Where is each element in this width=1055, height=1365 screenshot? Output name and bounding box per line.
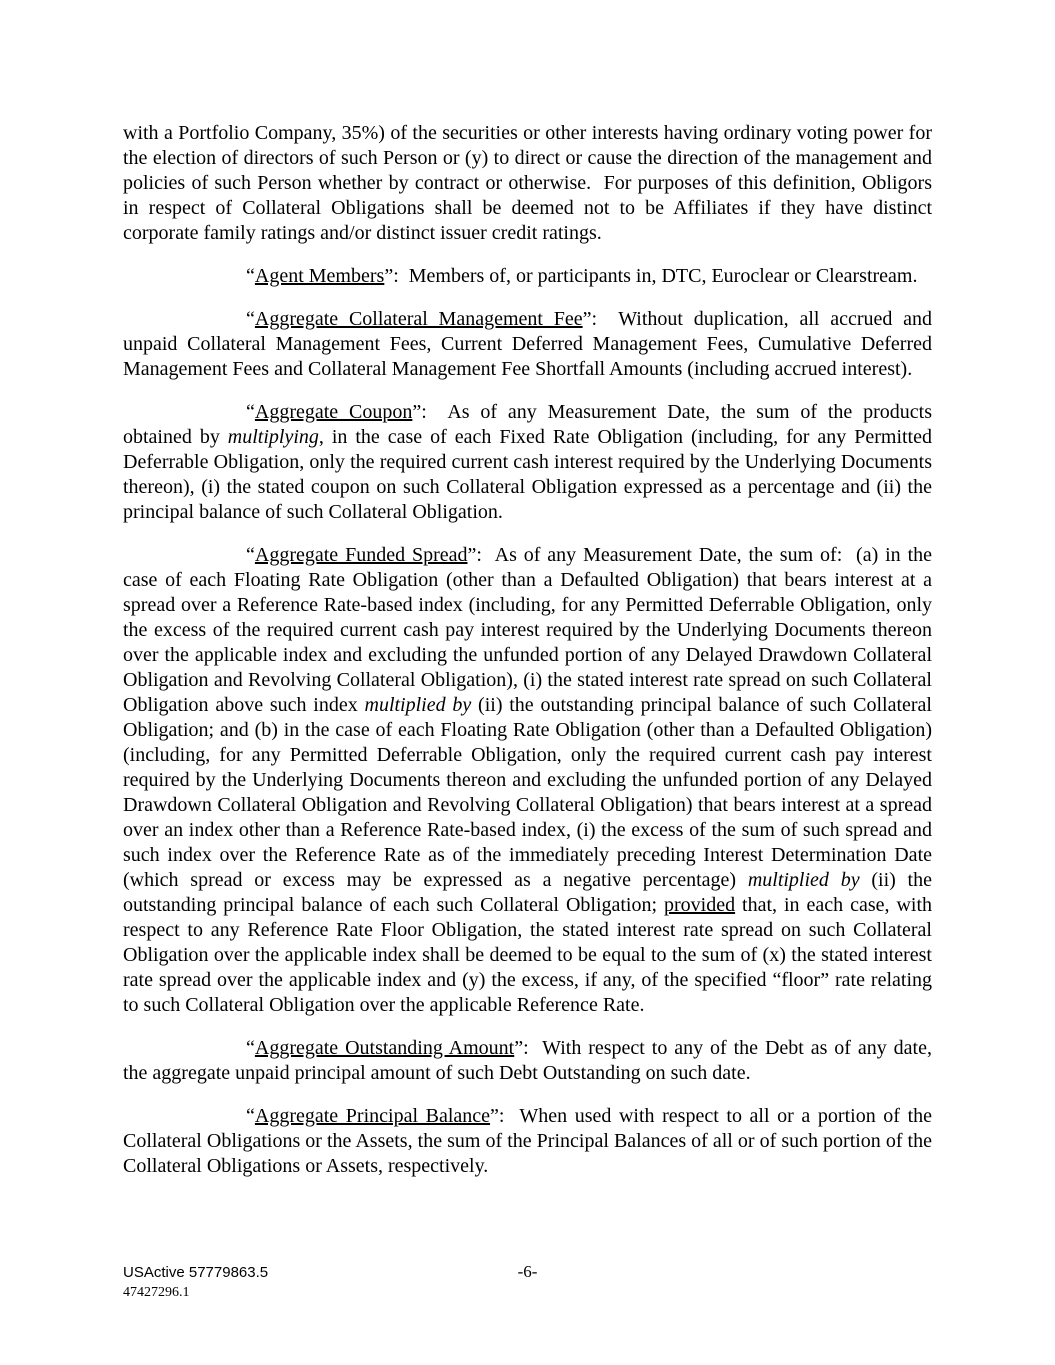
underlined-text: Aggregate Coupon — [254, 401, 413, 423]
text-run: ”: As of any Measurement Date, the sum of the products obtained by — [123, 401, 932, 448]
page-number: -6- — [517, 1262, 538, 1281]
paragraph — [123, 264, 932, 289]
text-run: ”: As of any Measurement Date, the sum of: (a) in the case of each Floating Rate Obligation (other than a Defaulted Obligation) that bears interest at a spread over a Reference Rate-based index (including, for any Permitted Deferrable Obligation, only the excess of the required current cash pay interest required by the Underlying Documents thereon over the applicable index and excluding the unfunded portion of any Delayed Drawdown Collateral Obligation and Revolving Collateral Obligation), (i) the stated interest rate spread on such Collateral Obligation above such index — [123, 544, 933, 716]
paragraph — [123, 543, 932, 1018]
underlined-text: Agent Members — [254, 265, 385, 287]
italic-text: multiplying — [227, 426, 319, 448]
text-run: (ii) the outstanding principal balance of such Collateral Obligation; and (b) in the case of each Floating Rate Obligation (other than a Defaulted Obligation) (including, for any Permitted Deferrable Obligation, only the required current cash pay interest required by the Underlying Documents thereon and excluding the unfunded portion of any Delayed Drawdown Collateral Obligation and Revolving Collateral Obligation) that bears interest at a spread over an index other than a Reference Rate-based index, (i) the excess of the sum of such spread and such index over the Reference Rate as of the immediately preceding Interest Determination Date (which spread or excess may be expressed as a negative percentage) — [123, 694, 932, 891]
paragraph — [123, 1036, 932, 1086]
text-run: ”: Members of, or participants in, DTC, Euroclear or Clearstream. — [384, 265, 918, 287]
text-run: ”: When used with respect to all or a portion of the Collateral Obligations or the Assets, the sum of the Principal Balances of all or of such portion of the Collateral Obligations or Assets, respectively. — [123, 1105, 933, 1177]
text-run: that, in each case, with respect to any Reference Rate Floor Obligation, the stated interest rate spread on such Collateral Obligation over the applicable index shall be deemed to be equal to the sum of (x) the stated interest rate spread over the applicable index and (y) the excess, if any, of the specified “floor” rate relating to such Collateral Obligation over the applicable Reference Rate. — [123, 894, 932, 1016]
text-run: “ — [246, 401, 255, 423]
document-body — [123, 121, 932, 1197]
text-run: “ — [246, 544, 255, 566]
text-run: with a Portfolio Company, 35%) of the securities or other interests having ordinary voting power for the election of directors of such Person or (y) to direct or cause the direction of the management and policies of such Person whether by contract or otherwise. For purposes of this definition, Obligors in respect of Collateral Obligations shall be deemed not to be Affiliates if they have distinct corporate family ratings and/or distinct issuer credit ratings. — [123, 122, 932, 244]
italic-text: multiplied by — [747, 869, 860, 891]
paragraph — [123, 307, 932, 382]
text-run: “ — [246, 1037, 255, 1059]
text-run: “ — [246, 308, 255, 330]
underlined-text: Aggregate Collateral Management Fee — [254, 308, 583, 330]
paragraph — [123, 400, 932, 525]
footer-doc-id-line2: 47427296.1 — [123, 1285, 190, 1300]
paragraph — [123, 121, 932, 246]
underlined-text: Aggregate Principal Balance — [254, 1105, 491, 1127]
text-run: ”: With respect to any of the Debt as of any date, the aggregate unpaid principal amount of such Debt Outstanding on such date. — [123, 1037, 932, 1084]
underlined-text: Aggregate Outstanding Amount — [254, 1037, 515, 1059]
underlined-text: Aggregate Funded Spread — [254, 544, 468, 566]
underlined-text: provided — [664, 894, 736, 916]
paragraph — [123, 1104, 932, 1179]
text-run: ”: Without duplication, all accrued and unpaid Collateral Management Fees, Current Deferred Management Fees, Cumulative Deferred Management Fees and Collateral Management Fee Shortfall Amounts (including accrued interest). — [123, 308, 932, 380]
text-run: “ — [246, 1105, 255, 1127]
footer-doc-id-line1: USActive 57779863.5 — [123, 1264, 269, 1281]
text-run: (ii) the outstanding principal balance of each such Collateral Obligation; — [123, 869, 932, 916]
text-run: , in the case of each Fixed Rate Obligation (including, for any Permitted Deferrable Obligation, only the required current cash interest required by the Underlying Documents thereon), (i) the stated coupon on such Collateral Obligation expressed as a percentage and (ii) the principal balance of such Collateral Obligation. — [123, 426, 932, 523]
italic-text: multiplied by — [364, 694, 472, 716]
text-run: “ — [246, 265, 255, 287]
